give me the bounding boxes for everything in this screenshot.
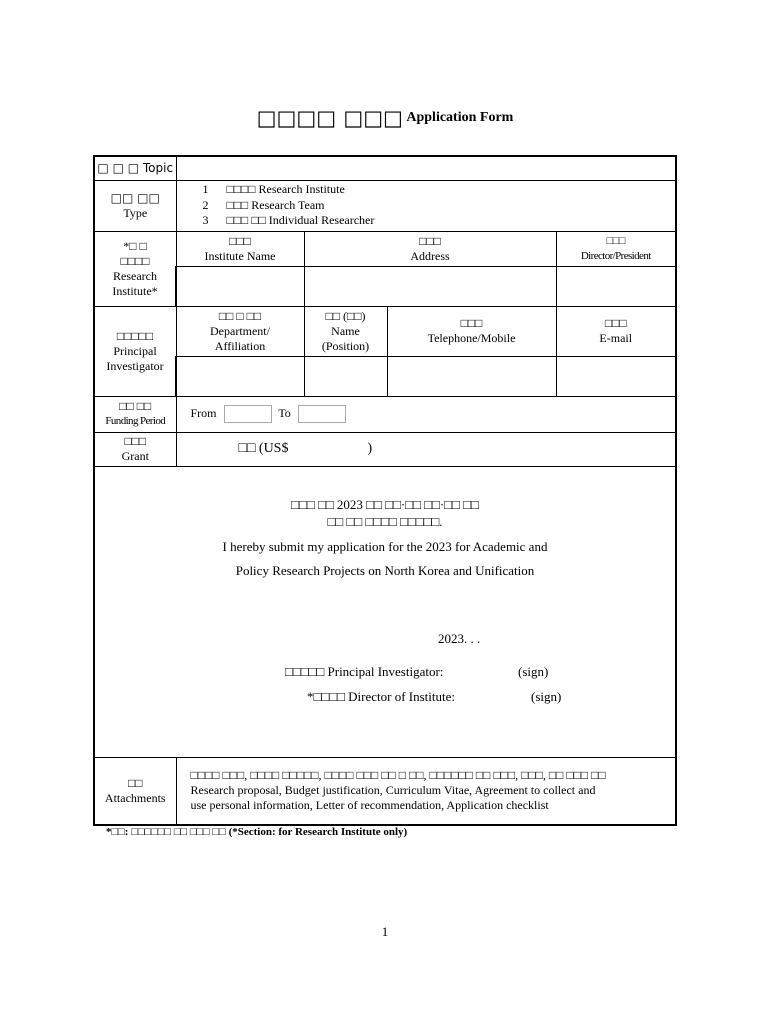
investigator-name-field[interactable] bbox=[304, 356, 387, 396]
institute-address-header: □□□ Address bbox=[304, 231, 556, 266]
type-option-individual[interactable]: 3 □□□ □□ Individual Researcher bbox=[202, 213, 375, 228]
declaration-ko-line2: □□ □□ □□□□ □□□□□. bbox=[327, 513, 443, 529]
grant-text: □□ (US$ bbox=[238, 441, 289, 456]
type-option-institute[interactable]: 1 □□□□ Research Institute bbox=[202, 182, 345, 197]
period-from-label: From bbox=[190, 405, 217, 420]
type-label: □□ □□ Type bbox=[94, 180, 176, 231]
type-option-team[interactable]: 2 □□□ Research Team bbox=[202, 197, 325, 212]
investigator-email-header: □□□ E-mail bbox=[556, 306, 676, 356]
form-title-english: Application Form bbox=[406, 110, 514, 125]
period-to-label: To bbox=[278, 405, 291, 420]
period-from-input[interactable] bbox=[224, 405, 272, 423]
period-to-input[interactable] bbox=[298, 405, 346, 423]
attachments-content bbox=[176, 757, 676, 825]
investigator-phone-header: □□□ Telephone/Mobile bbox=[387, 306, 556, 356]
attachments-label: □□ Attachments bbox=[94, 757, 176, 825]
institute-address-field[interactable] bbox=[304, 266, 556, 306]
topic-field[interactable] bbox=[176, 156, 676, 180]
director-sign-field[interactable]: (sign) bbox=[531, 688, 562, 704]
grant-close: ) bbox=[367, 441, 373, 456]
form-title bbox=[0, 104, 770, 132]
institute-name-header: □□□ Institute Name bbox=[176, 231, 304, 266]
declaration-cell bbox=[94, 466, 676, 757]
declaration-en-line2: Policy Research Projects on North Korea and Unification bbox=[235, 562, 535, 578]
pi-sign-field[interactable]: (sign) bbox=[518, 663, 549, 679]
attachments-en-line1: Research proposal, Budget justification, Curriculum Vitae, Agreement to collect and bbox=[190, 783, 596, 798]
investigator-phone-field[interactable] bbox=[387, 356, 556, 396]
declaration-en-line1: I hereby submit my application for the 2023 for Academic and bbox=[222, 538, 548, 554]
institute-director-field[interactable] bbox=[556, 266, 676, 306]
institute-name-field[interactable] bbox=[176, 266, 304, 306]
director-signature-label: *□□□□ Director of Institute: bbox=[307, 688, 456, 704]
form-title-korean: □□□□ □□□ bbox=[256, 106, 403, 130]
institute-director-header: □□□ Director/President bbox=[556, 231, 676, 266]
declaration-date[interactable]: 2023. . . bbox=[438, 630, 481, 646]
investigator-label: □□□□□ Principal Investigator bbox=[94, 306, 176, 396]
investigator-department-field[interactable] bbox=[176, 356, 304, 396]
period-row bbox=[176, 396, 676, 432]
investigator-department-header: □□ □ □□ Department/ Affiliation bbox=[176, 306, 304, 356]
attachments-ko-text: □□□□ □□□, □□□□ □□□□□, □□□□ □□□ □□ □ □□, □□□□□□ □□ □□□, □□□, □□ □□□ □□ bbox=[190, 768, 606, 783]
declaration-ko-line1: □□□ □□ 2023 □□ □□·□□ □□·□□ □□ bbox=[291, 496, 479, 512]
pi-signature-label: □□□□□ Principal Investigator: bbox=[285, 663, 444, 679]
investigator-name-header: □□ (□□) Name (Position) bbox=[304, 306, 387, 356]
footnote: *□□: □□□□□□ □□ □□□ □□ (*Section: for Research Institute only) bbox=[106, 826, 408, 838]
application-form-table bbox=[93, 155, 677, 826]
period-label: □□ □□ Funding Period bbox=[94, 396, 176, 432]
page-number: 1 bbox=[381, 924, 389, 939]
grant-label: □□□ Grant bbox=[94, 432, 176, 466]
type-options bbox=[176, 180, 676, 231]
attachments-en-line2: use personal information, Letter of recommendation, Application checklist bbox=[190, 798, 549, 813]
institute-label: *□ □ □□□□ Research Institute* bbox=[94, 231, 176, 306]
grant-row bbox=[176, 432, 676, 466]
topic-label: □ □ □ Topic bbox=[94, 156, 176, 180]
investigator-email-field[interactable] bbox=[556, 356, 676, 396]
